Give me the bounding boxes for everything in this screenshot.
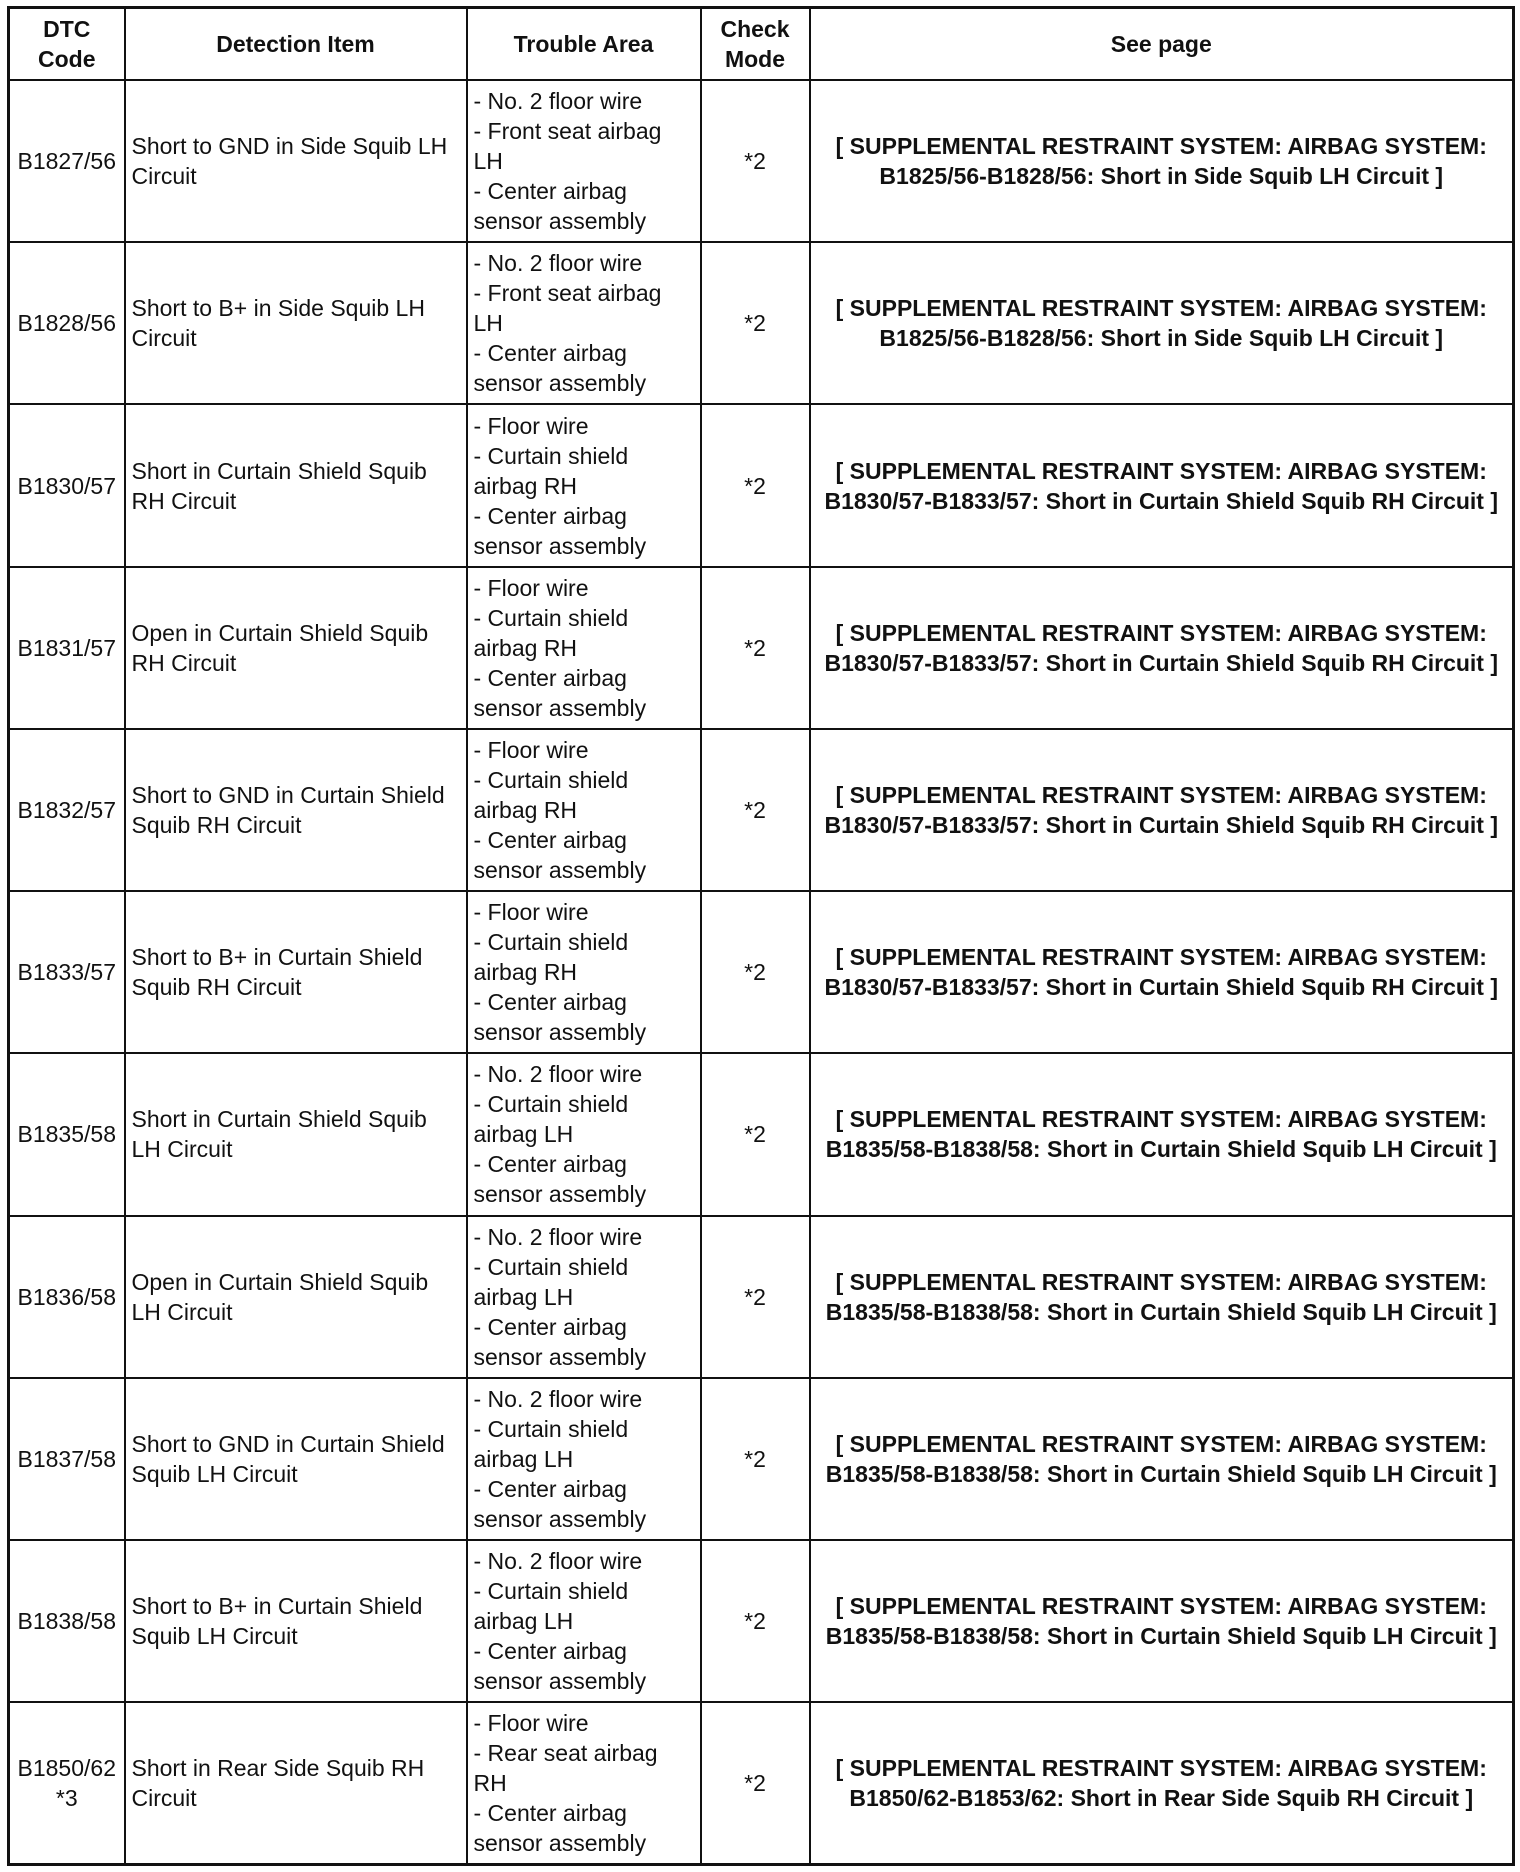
- trouble-area-line: - Curtain shield airbag RH: [473, 766, 629, 823]
- detection-item-cell: Short to B+ in Curtain Shield Squib LH Circuit: [125, 1540, 467, 1702]
- detection-item-cell: Short to B+ in Side Squib LH Circuit: [125, 242, 467, 404]
- trouble-area-line: - No. 2 floor wire: [473, 1548, 643, 1575]
- see-page-link[interactable]: [ SUPPLEMENTAL RESTRAINT SYSTEM: AIRBAG SYSTEM: B1825/56-B1828/56: Short in Side Squib LH Circuit ]: [810, 80, 1514, 242]
- trouble-area-line: - Center airbag sensor assembly: [473, 1475, 647, 1532]
- dtc-code-cell: [9, 404, 125, 566]
- trouble-area-line: - Rear seat airbag RH: [473, 1740, 658, 1797]
- trouble-area-cell: [467, 1053, 701, 1215]
- trouble-area-cell: [467, 1540, 701, 1702]
- check-mode-cell: *2: [701, 567, 810, 729]
- table-row: [9, 1053, 1514, 1215]
- trouble-area-line: - No. 2 floor wire: [473, 250, 643, 277]
- header-dtc-code: DTC Code: [9, 8, 125, 81]
- detection-item-cell: Short in Rear Side Squib RH Circuit: [125, 1702, 467, 1864]
- dtc-code-cell: [9, 729, 125, 891]
- dtc-code: B1850/62: [17, 1755, 116, 1782]
- dtc-code: B1833/57: [17, 959, 116, 986]
- see-page-link[interactable]: [ SUPPLEMENTAL RESTRAINT SYSTEM: AIRBAG SYSTEM: B1835/58-B1838/58: Short in Curtain Shield Squib LH Circuit ]: [810, 1378, 1514, 1540]
- dtc-code-cell: [9, 1540, 125, 1702]
- check-mode-cell: *2: [701, 242, 810, 404]
- trouble-area-line: - Center airbag sensor assembly: [473, 826, 647, 883]
- detection-item-cell: Short in Curtain Shield Squib LH Circuit: [125, 1053, 467, 1215]
- table-row: [9, 1378, 1514, 1540]
- trouble-area-line: - Front seat airbag LH: [473, 118, 662, 175]
- dtc-code: B1835/58: [17, 1121, 116, 1148]
- dtc-code-cell: [9, 242, 125, 404]
- trouble-area-line: - No. 2 floor wire: [473, 1061, 643, 1088]
- table-row: [9, 80, 1514, 242]
- trouble-area-cell: [467, 1216, 701, 1378]
- trouble-area-line: - Center airbag sensor assembly: [473, 1151, 647, 1208]
- dtc-code-cell: [9, 80, 125, 242]
- table-row: [9, 404, 1514, 566]
- check-mode-cell: *2: [701, 891, 810, 1053]
- trouble-area-line: - No. 2 floor wire: [473, 88, 643, 115]
- trouble-area-line: - Floor wire: [473, 1710, 589, 1737]
- trouble-area-cell: [467, 891, 701, 1053]
- trouble-area-line: - No. 2 floor wire: [473, 1385, 643, 1412]
- check-mode-cell: *2: [701, 1702, 810, 1864]
- trouble-area-line: - No. 2 floor wire: [473, 1223, 643, 1250]
- trouble-area-line: - Center airbag sensor assembly: [473, 178, 647, 235]
- detection-item-cell: Short to GND in Side Squib LH Circuit: [125, 80, 467, 242]
- trouble-area-line: - Curtain shield airbag LH: [473, 1578, 629, 1635]
- dtc-code: B1828/56: [17, 310, 116, 337]
- trouble-area-line: - Floor wire: [473, 736, 589, 763]
- trouble-area-line: - Center airbag sensor assembly: [473, 1313, 647, 1370]
- dtc-table: [7, 6, 1515, 1866]
- trouble-area-line: - Curtain shield airbag LH: [473, 1415, 629, 1472]
- detection-item-cell: Short to B+ in Curtain Shield Squib RH Circuit: [125, 891, 467, 1053]
- trouble-area-cell: [467, 567, 701, 729]
- trouble-area-cell: [467, 1378, 701, 1540]
- see-page-link[interactable]: [ SUPPLEMENTAL RESTRAINT SYSTEM: AIRBAG SYSTEM: B1825/56-B1828/56: Short in Side Squib LH Circuit ]: [810, 242, 1514, 404]
- trouble-area-cell: [467, 729, 701, 891]
- see-page-link[interactable]: [ SUPPLEMENTAL RESTRAINT SYSTEM: AIRBAG SYSTEM: B1835/58-B1838/58: Short in Curtain Shield Squib LH Circuit ]: [810, 1540, 1514, 1702]
- trouble-area-line: - Curtain shield airbag RH: [473, 442, 629, 499]
- dtc-code-cell: [9, 567, 125, 729]
- trouble-area-line: - Floor wire: [473, 574, 589, 601]
- trouble-area-line: - Curtain shield airbag LH: [473, 1253, 629, 1310]
- see-page-link[interactable]: [ SUPPLEMENTAL RESTRAINT SYSTEM: AIRBAG SYSTEM: B1830/57-B1833/57: Short in Curtain Shield Squib RH Circuit ]: [810, 567, 1514, 729]
- dtc-code: B1831/57: [17, 634, 116, 661]
- table-row: [9, 1702, 1514, 1864]
- dtc-code: B1836/58: [17, 1283, 116, 1310]
- trouble-area-cell: [467, 404, 701, 566]
- see-page-link[interactable]: [ SUPPLEMENTAL RESTRAINT SYSTEM: AIRBAG SYSTEM: B1830/57-B1833/57: Short in Curtain Shield Squib RH Circuit ]: [810, 729, 1514, 891]
- header-see-page: See page: [810, 8, 1514, 81]
- check-mode-cell: *2: [701, 1378, 810, 1540]
- dtc-code: B1830/57: [17, 472, 116, 499]
- see-page-link[interactable]: [ SUPPLEMENTAL RESTRAINT SYSTEM: AIRBAG SYSTEM: B1830/57-B1833/57: Short in Curtain Shield Squib RH Circuit ]: [810, 891, 1514, 1053]
- table-row: [9, 729, 1514, 891]
- trouble-area-line: - Floor wire: [473, 899, 589, 926]
- dtc-code: B1832/57: [17, 796, 116, 823]
- detection-item-cell: Short to GND in Curtain Shield Squib LH Circuit: [125, 1378, 467, 1540]
- trouble-area-line: - Center airbag sensor assembly: [473, 1800, 647, 1857]
- table-body: [9, 80, 1514, 1865]
- detection-item-cell: Open in Curtain Shield Squib RH Circuit: [125, 567, 467, 729]
- table-row: [9, 1216, 1514, 1378]
- trouble-area-line: - Curtain shield airbag RH: [473, 604, 629, 661]
- table-row: [9, 242, 1514, 404]
- table-header: [9, 8, 1514, 81]
- see-page-link[interactable]: [ SUPPLEMENTAL RESTRAINT SYSTEM: AIRBAG SYSTEM: B1830/57-B1833/57: Short in Curtain Shield Squib RH Circuit ]: [810, 404, 1514, 566]
- check-mode-cell: *2: [701, 1216, 810, 1378]
- header-row: [9, 8, 1514, 81]
- trouble-area-line: - Curtain shield airbag RH: [473, 929, 629, 986]
- header-detection-item: Detection Item: [125, 8, 467, 81]
- header-trouble-area: Trouble Area: [467, 8, 701, 81]
- check-mode-cell: *2: [701, 729, 810, 891]
- dtc-code-cell: [9, 1216, 125, 1378]
- check-mode-cell: *2: [701, 404, 810, 566]
- check-mode-cell: *2: [701, 1053, 810, 1215]
- trouble-area-line: - Center airbag sensor assembly: [473, 664, 647, 721]
- header-check-mode: Check Mode: [701, 8, 810, 81]
- trouble-area-cell: [467, 242, 701, 404]
- dtc-code-cell: [9, 1378, 125, 1540]
- dtc-code: B1837/58: [17, 1445, 116, 1472]
- see-page-link[interactable]: [ SUPPLEMENTAL RESTRAINT SYSTEM: AIRBAG SYSTEM: B1850/62-B1853/62: Short in Rear Side Squib RH Circuit ]: [810, 1702, 1514, 1864]
- table-row: [9, 567, 1514, 729]
- trouble-area-line: - Floor wire: [473, 412, 589, 439]
- trouble-area-line: - Center airbag sensor assembly: [473, 989, 647, 1046]
- detection-item-cell: Short in Curtain Shield Squib RH Circuit: [125, 404, 467, 566]
- dtc-code-cell: [9, 891, 125, 1053]
- trouble-area-cell: [467, 80, 701, 242]
- detection-item-cell: Open in Curtain Shield Squib LH Circuit: [125, 1216, 467, 1378]
- dtc-code: B1827/56: [17, 148, 116, 175]
- trouble-area-line: - Center airbag sensor assembly: [473, 502, 647, 559]
- check-mode-cell: *2: [701, 80, 810, 242]
- trouble-area-line: - Center airbag sensor assembly: [473, 340, 647, 397]
- dtc-code-cell: [9, 1053, 125, 1215]
- detection-item-cell: Short to GND in Curtain Shield Squib RH Circuit: [125, 729, 467, 891]
- see-page-link[interactable]: [ SUPPLEMENTAL RESTRAINT SYSTEM: AIRBAG SYSTEM: B1835/58-B1838/58: Short in Curtain Shield Squib LH Circuit ]: [810, 1216, 1514, 1378]
- see-page-link[interactable]: [ SUPPLEMENTAL RESTRAINT SYSTEM: AIRBAG SYSTEM: B1835/58-B1838/58: Short in Curtain Shield Squib LH Circuit ]: [810, 1053, 1514, 1215]
- trouble-area-line: - Center airbag sensor assembly: [473, 1638, 647, 1695]
- table-row: [9, 1540, 1514, 1702]
- trouble-area-cell: [467, 1702, 701, 1864]
- check-mode-cell: *2: [701, 1540, 810, 1702]
- dtc-code: B1838/58: [17, 1608, 116, 1635]
- trouble-area-line: - Front seat airbag LH: [473, 280, 662, 337]
- dtc-code-note: *3: [55, 1785, 78, 1812]
- table-row: [9, 891, 1514, 1053]
- dtc-code-cell: [9, 1702, 125, 1864]
- trouble-area-line: - Curtain shield airbag LH: [473, 1091, 629, 1148]
